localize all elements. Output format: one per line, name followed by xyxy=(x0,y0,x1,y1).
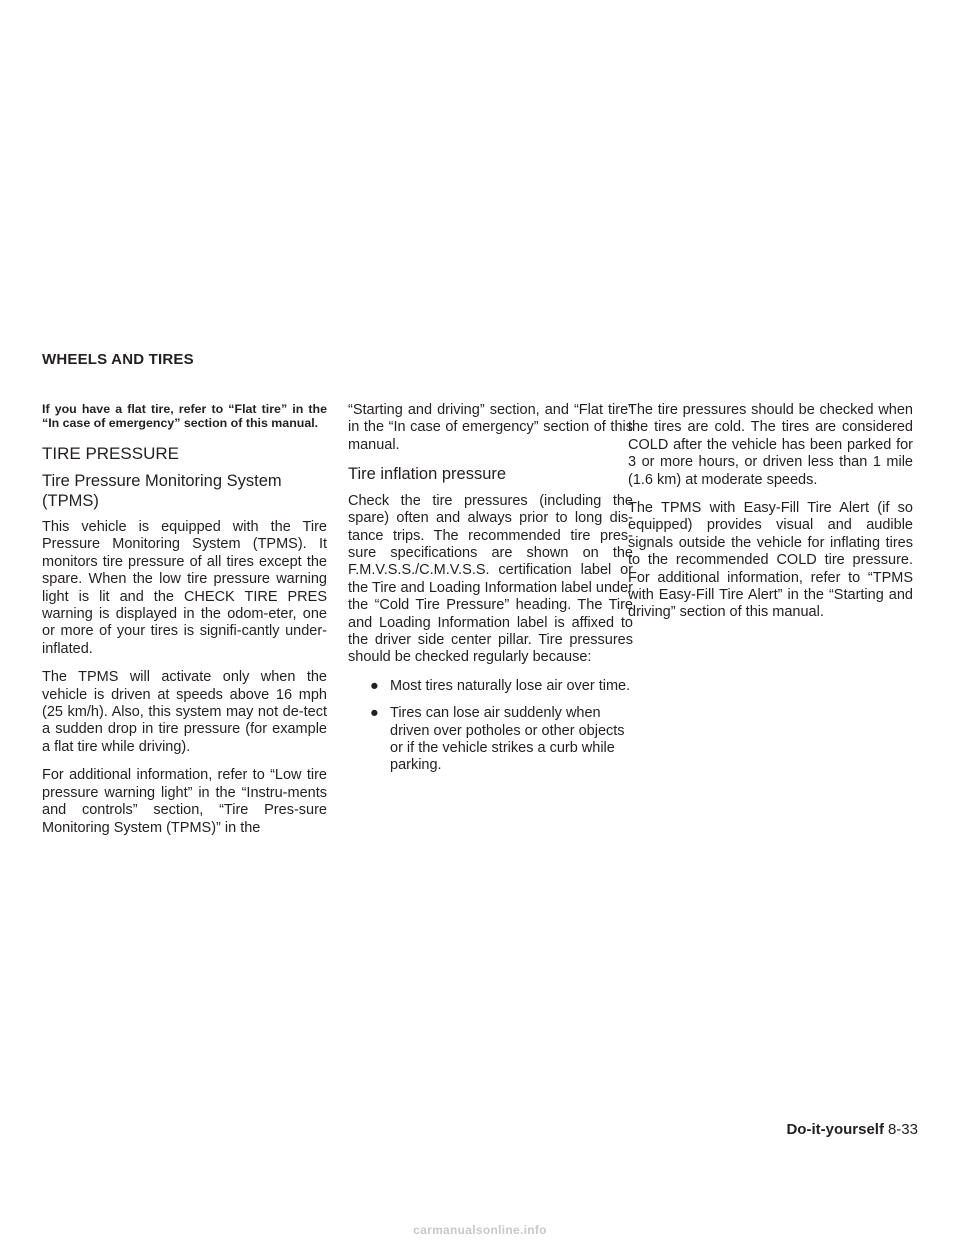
heading-tire-pressure: TIRE PRESSURE xyxy=(42,444,179,463)
bullet-icon: ● xyxy=(370,705,379,722)
bullet-icon: ● xyxy=(370,677,379,694)
list-item-text: Tires can lose air suddenly when driven over potholes or other objects or if the vehicle strikes a curb while parking. xyxy=(390,705,625,774)
heading-tire-inflation-pressure: Tire inflation pressure xyxy=(348,465,507,484)
list-item xyxy=(348,705,633,775)
paragraph: For additional information, refer to “Low tire pressure warning light” in the “Instru-ments and controls” section, “Tire Pres-sure Monitoring System (TPMS)” in the xyxy=(42,767,327,836)
page-footer xyxy=(786,1121,918,1138)
chapter-name: Do-it-yourself xyxy=(786,1121,884,1138)
section-title: WHEELS AND TIRES xyxy=(42,351,194,368)
heading-tpms: Tire Pressure Monitoring System (TPMS) xyxy=(42,472,282,510)
bullet-list xyxy=(348,678,633,775)
list-item-text: Most tires naturally lose air over time. xyxy=(390,677,631,694)
paragraph: “Starting and driving” section, and “Flat tire” in the “In case of emergency” section of this manual. xyxy=(348,402,633,453)
text-column-2 xyxy=(348,402,633,785)
list-item xyxy=(348,678,633,695)
paragraph: This vehicle is equipped with the Tire Pressure Monitoring System (TPMS). It monitors tire pressure of all tires except the spare. When the low tire pressure warning light is lit and the CHECK TIRE PRES warning is displayed in the odom-eter, one or more of your tires is signifi-cantly under-inflated. xyxy=(42,519,327,657)
paragraph: The TPMS with Easy-Fill Tire Alert (if so equipped) provides visual and audible signals outside the vehicle for inflating tires to the recommended COLD tire pressure. For additional information, refer to “TPMS with Easy-Fill Tire Alert” in the “Starting and driving” section of this manual. xyxy=(628,500,913,621)
page-number: 8-33 xyxy=(887,1121,918,1138)
text-column-1 xyxy=(42,402,327,848)
text-column-3 xyxy=(628,402,913,633)
flat-tire-note: If you have a flat tire, refer to “Flat tire” in the “In case of emergency” section of this manual. xyxy=(42,402,327,430)
watermark: carmanualsonline.info xyxy=(413,1223,547,1237)
paragraph: Check the tire pressures (including the spare) often and always prior to long dis-tance trips. The recommended tire pres-sure specifications are shown on the F.M.V.S.S./C.M.V.S.S. certification label or the Tire and Loading Information label under the “Cold Tire Pressure” heading. The Tire and Loading Information label is affixed to the driver side center pillar. Tire pressures should be checked regularly because: xyxy=(348,492,633,666)
paragraph: The TPMS will activate only when the vehicle is driven at speeds above 16 mph (25 km/h). Also, this system may not de-tect a sudden drop in tire pressure (for example a flat tire while driving). xyxy=(42,669,327,755)
paragraph: The tire pressures should be checked when the tires are cold. The tires are considered COLD after the vehicle has been parked for 3 or more hours, or driven less than 1 mile (1.6 km) at moderate speeds. xyxy=(628,402,913,488)
